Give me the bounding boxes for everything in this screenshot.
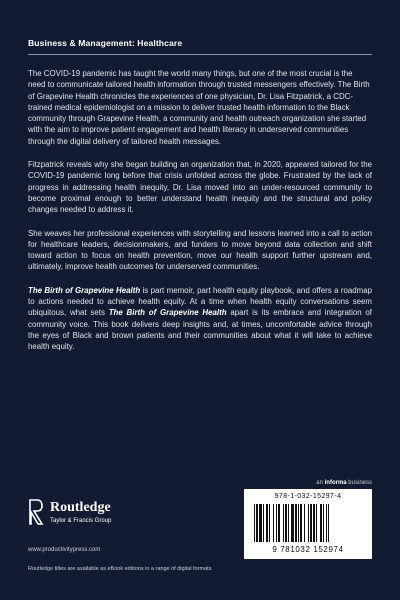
barcode xyxy=(244,489,372,559)
ebook-footnote: Routledge titles are available as eBook editions in a range of digital formats xyxy=(28,566,212,572)
routledge-mark-icon xyxy=(28,498,44,526)
informa-tagline: an informa business xyxy=(316,480,372,486)
barcode-number: 9 781032 152974 xyxy=(272,545,344,554)
category-label: Business & Management: Healthcare xyxy=(28,38,183,48)
isbn-label: 978-1-032-15297-4 xyxy=(274,493,342,500)
blurb xyxy=(28,68,372,365)
publisher-subtitle: Taylor & Francis Group xyxy=(50,518,112,524)
divider xyxy=(28,54,372,55)
routledge-logo xyxy=(28,496,168,546)
paragraph-2: Fitzpatrick reveals why she began building an organization that, in 2020, appeared tailored for the COVID-19 pandemic long before that crisis unfolded across the globe. Frustrated by the lack of progress in addressing health inequity, Dr. Lisa moved into an under-resourced community to become proximal enough to better understand health inequity and the structural and policy changes needed to address it. xyxy=(28,160,372,215)
paragraph-4-text-b: apart is its embrace and integration of community voice. This book delivers deep insights and, at times, uncomfortable advice through the eyes of Black and brown patients and their communities about what it will take to achieve health equity. xyxy=(28,308,372,352)
barcode-bars xyxy=(254,504,362,542)
paragraph-1: The COVID-19 pandemic has taught the world many things, but one of the most crucial is the need to communicate tailored health information through trusted messengers effectively. The Birth of Grapevine Health chronicles the experiences of one physician, Dr. Lisa Fitzpatrick, a CDC-trained medical epidemiologist on a mission to deliver trusted health information to the Black community through Grapevine Health, a community and health outreach organization she started with the aim to improve patient engagement and health literacy in underserved communities through the digital delivery of tailored health messages. xyxy=(28,69,370,146)
paragraph-4-text-a: is part memoir, part health equity playbook, and offers a roadmap to actions needed to achieve health equity. At a time when health equity conversations seem ubiquitous, what sets xyxy=(28,285,372,318)
paragraph-3: She weaves her professional experiences with storytelling and lessons learned into a call to action for healthcare leaders, decisionmakers, and funders to move beyond data collection and shift toward action to focus on health prevention, move our health support further upstream and, ultimately, improve health outcomes for underserved communities. xyxy=(28,228,372,272)
paragraph-4 xyxy=(28,285,372,353)
book-title: The Birth of Grapevine Health xyxy=(108,308,227,318)
publisher-website: www.productivitypress.com xyxy=(28,547,101,553)
book-title: The Birth of Grapevine Health xyxy=(28,285,141,295)
informa-brand: informa xyxy=(324,480,347,486)
publisher-name: Routledge xyxy=(50,500,111,515)
